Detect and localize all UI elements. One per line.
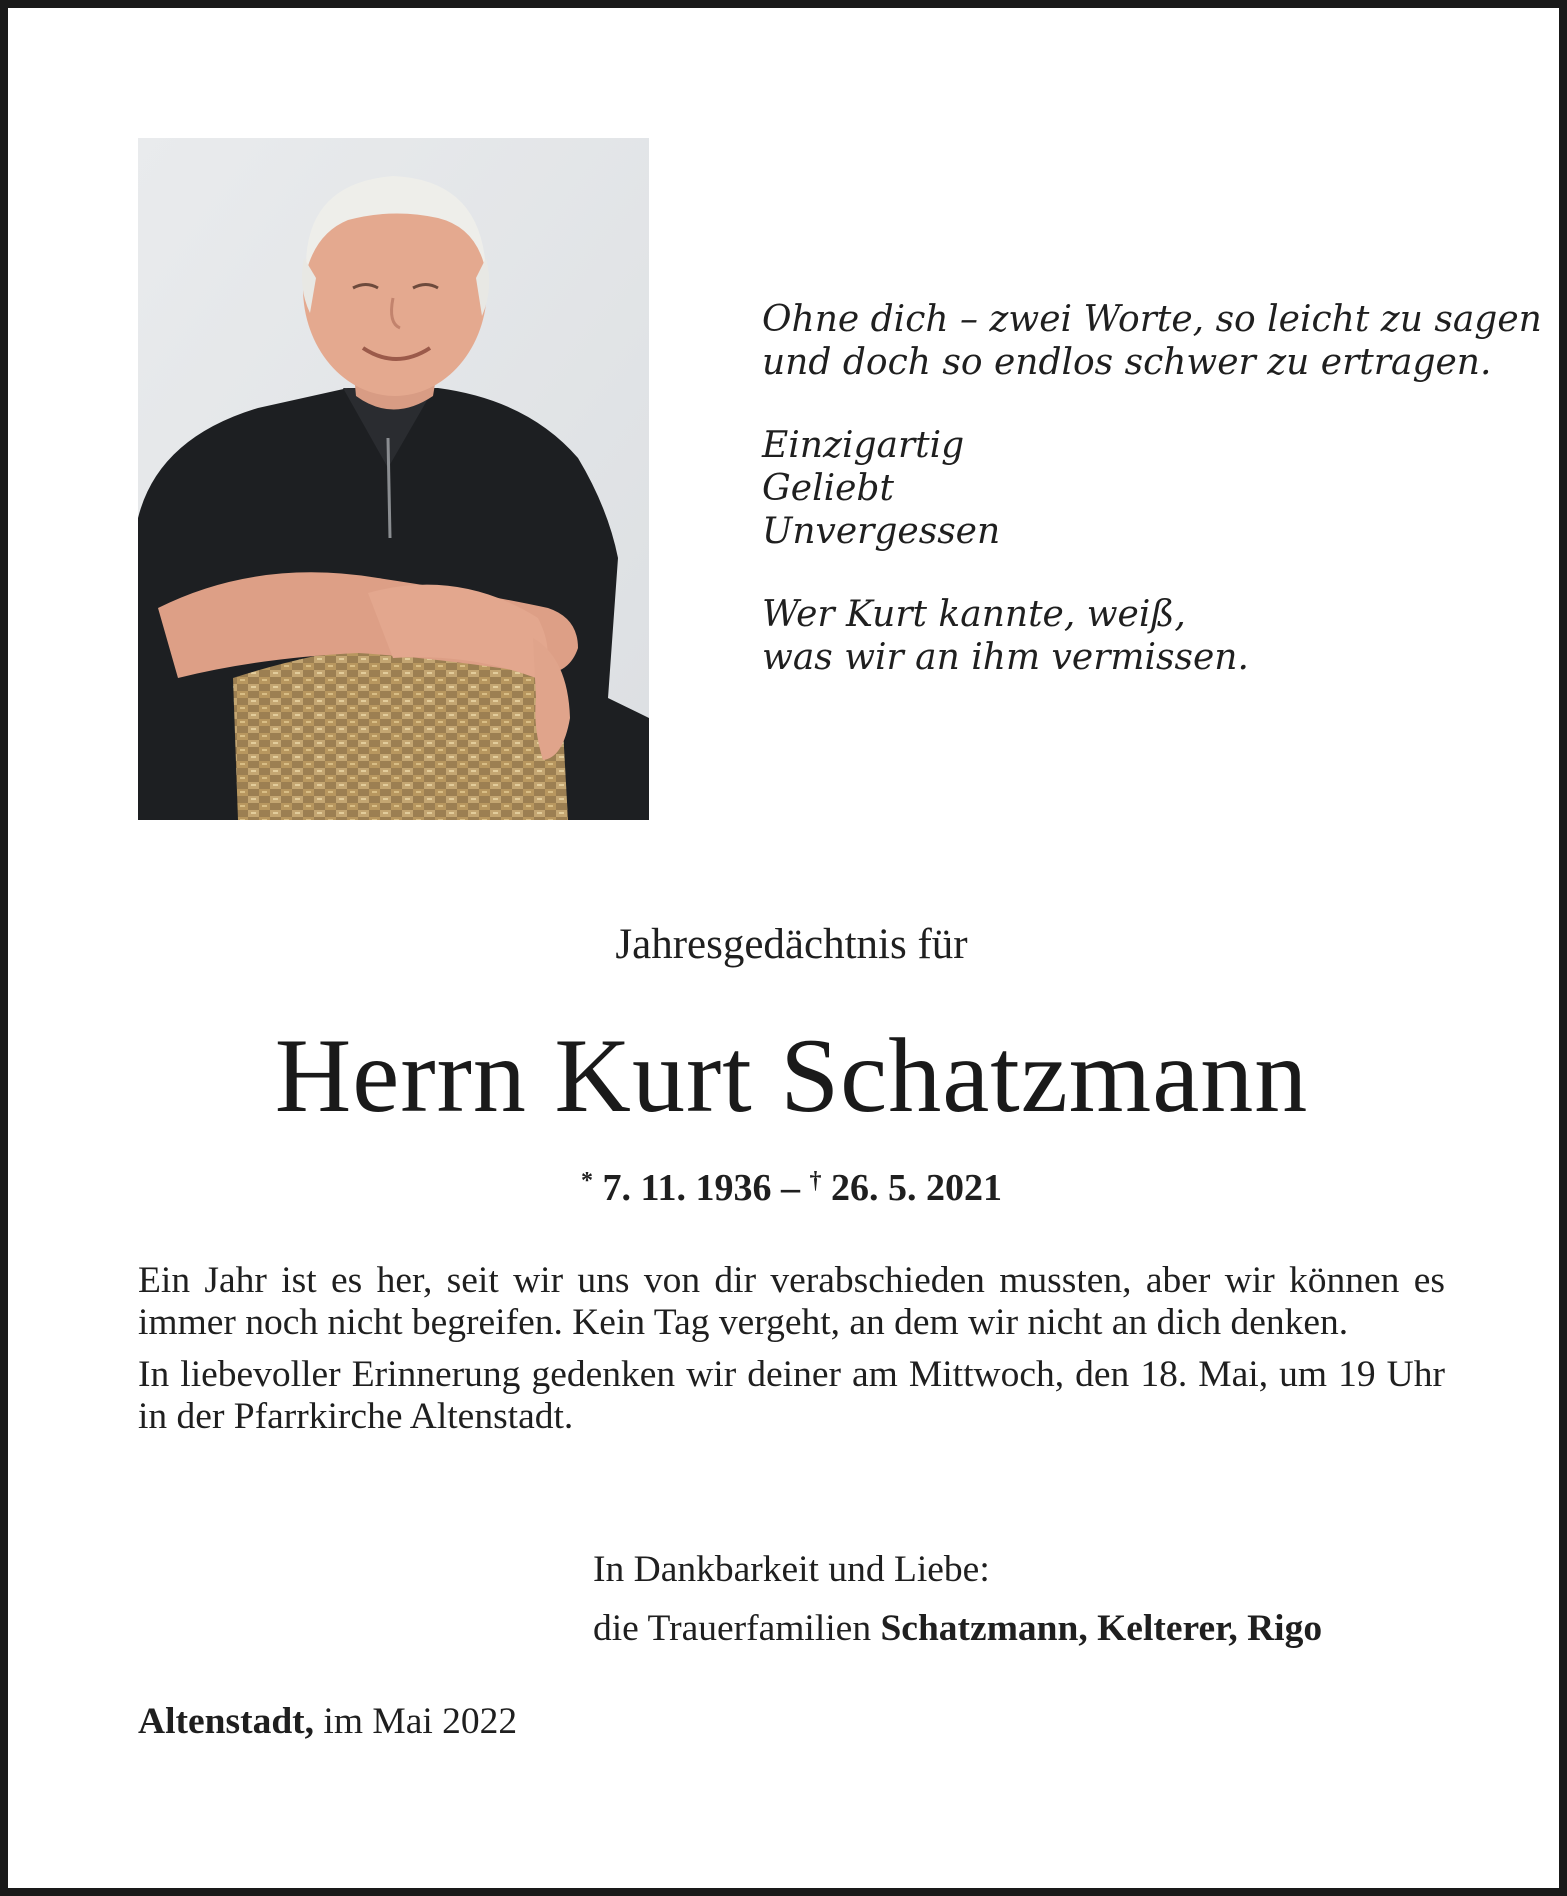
portrait-illustration bbox=[138, 138, 649, 820]
memorial-text bbox=[138, 1260, 1445, 1448]
signoff-families-line bbox=[593, 1599, 1493, 1658]
signoff-prefix: die Trauerfamilien bbox=[593, 1608, 881, 1649]
body-paragraph: Ein Jahr ist es her, seit wir uns von dir verabschieden mussten, aber wir können es immer noch nicht begreifen. Kein Tag vergeht, an dem wir nicht an dich denken. bbox=[138, 1260, 1445, 1343]
poem-line: Unvergessen bbox=[762, 511, 1001, 552]
place-name: Altenstadt, bbox=[138, 1701, 315, 1742]
life-dates bbox=[8, 1158, 1567, 1211]
death-symbol: † bbox=[809, 1168, 822, 1194]
memorial-poem bbox=[762, 298, 1542, 719]
family-names: Schatzmann, Kelterer, Rigo bbox=[880, 1608, 1323, 1649]
body-paragraph: In liebevoller Erinnerung gedenken wir deiner am Mittwoch, den 18. Mai, um 19 Uhr in der Pfarrkirche Altenstadt. bbox=[138, 1354, 1445, 1437]
notice-date: im Mai 2022 bbox=[314, 1701, 518, 1742]
birth-date: 7. 11. 1936 – bbox=[593, 1167, 810, 1209]
poem-stanza bbox=[762, 424, 1502, 553]
signoff-greeting: In Dankbarkeit und Liebe: bbox=[593, 1549, 990, 1590]
poem-line: Wer Kurt kannte, weiß, bbox=[762, 594, 1186, 635]
poem-line: Ohne dich – zwei Worte, so leicht zu sagen bbox=[762, 299, 1542, 340]
poem-stanza bbox=[762, 593, 1502, 679]
portrait-photo bbox=[138, 138, 649, 820]
poem-line: was wir an ihm vermissen. bbox=[762, 637, 1249, 678]
birth-symbol: * bbox=[581, 1168, 594, 1194]
signoff bbox=[593, 1540, 1493, 1658]
death-date: 26. 5. 2021 bbox=[821, 1167, 1002, 1209]
poem-stanza bbox=[762, 298, 1542, 384]
place-and-date bbox=[138, 1699, 517, 1745]
poem-line: Geliebt bbox=[762, 468, 894, 509]
poem-line: und doch so endlos schwer zu ertragen. bbox=[762, 342, 1492, 383]
deceased-name: Herrn Kurt Schatzmann bbox=[274, 1017, 1309, 1134]
poem-line: Einzigartig bbox=[762, 425, 965, 466]
notice-intro: Jahresgedächtnis für bbox=[615, 921, 968, 968]
